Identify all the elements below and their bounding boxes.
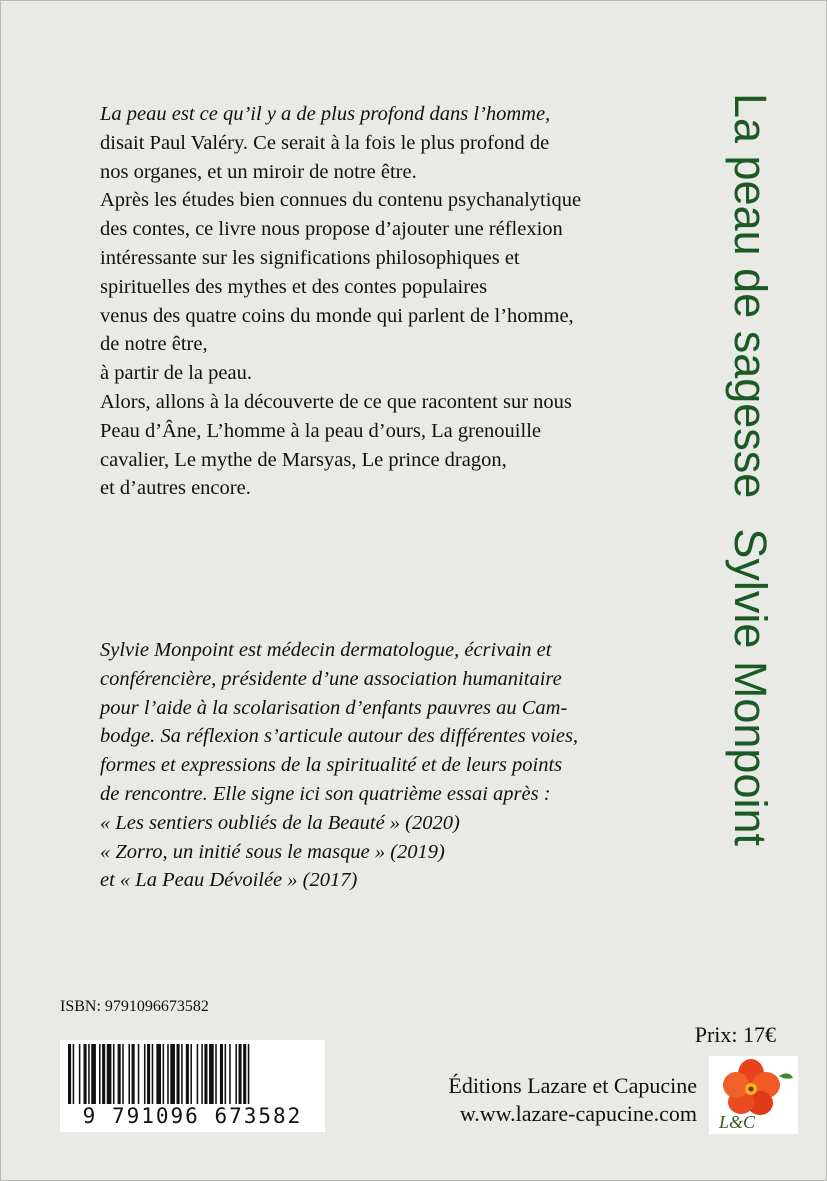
isbn-label: ISBN: 9791096673582: [60, 998, 209, 1015]
blurb-line: intéressante sur les significations philosophiques et: [100, 246, 520, 269]
bio-line: formes et expressions de la spiritualité et de leurs points: [100, 754, 563, 777]
blurb-line: Après les études bien connues du contenu psychanalytique: [100, 189, 582, 212]
blurb-line: de notre être,: [100, 333, 208, 356]
blurb-quote-line: La peau est ce qu’il y a de plus profond dans l’homme,: [100, 103, 551, 125]
logo-monogram: L&C: [719, 1112, 756, 1132]
price: Prix: 17€: [694, 1022, 776, 1047]
author-bio: [100, 636, 710, 895]
blurb-line: Alors, allons à la découverte de ce que racontent sur nous: [100, 390, 572, 413]
publisher-logo: [709, 1056, 798, 1134]
bio-line: Sylvie Monpoint est médecin dermatologue, écrivain et: [100, 639, 552, 661]
blurb-line: Peau d’Âne, L’homme à la peau d’ours, La grenouille: [100, 419, 541, 442]
barcode-digits: 9 791096 673582: [60, 1104, 325, 1128]
blurb-line: nos organes, et un miroir de notre être.: [100, 160, 417, 183]
bio-line: bodge. Sa réflexion s’articule autour des différentes voies,: [100, 725, 579, 748]
bio-line: conférencière, présidente d’une association humanitaire: [100, 667, 562, 690]
publisher-info: [448, 1072, 697, 1128]
blurb-line: des contes, ce livre nous propose d’ajouter une réflexion: [100, 218, 563, 241]
valery-quote: La peau est ce qu’il y a de plus profond dans l’homme: [100, 103, 546, 125]
blurb-line: spirituelles des mythes et des contes populaires: [100, 275, 488, 298]
bio-line: de rencontre. Elle signe ici son quatrième essai après :: [100, 782, 551, 805]
bio-line: pour l’aide à la scolarisation d’enfants pauvres au Cam-: [100, 696, 568, 719]
book-blurb: [100, 100, 710, 503]
blurb-line: cavalier, Le mythe de Marsyas, Le prince dragon,: [100, 448, 507, 471]
bio-line: et « La Peau Dévoilée » (2017): [100, 869, 358, 892]
spine-title: La peau de sagesse: [725, 93, 776, 499]
bio-line: « Zorro, un initié sous le masque » (2019): [100, 840, 445, 863]
publisher-name: Éditions Lazare et Capucine: [448, 1073, 697, 1098]
blurb-line: à partir de la peau.: [100, 362, 252, 385]
spine: [725, 93, 775, 983]
spine-author: Sylvie Monpoint: [725, 528, 776, 847]
blurb-line: venus des quatre coins du monde qui parlent de l’homme,: [100, 304, 574, 327]
nasturtium-flower-icon: [709, 1056, 798, 1134]
isbn-barcode: [60, 1040, 325, 1132]
blurb-line: et d’autres encore.: [100, 477, 251, 500]
bio-line: « Les sentiers oubliés de la Beauté » (2020): [100, 811, 460, 834]
blurb-line: disait Paul Valéry. Ce serait à la fois le plus profond de: [100, 131, 550, 154]
publisher-website: w.ww.lazare-capucine.com: [459, 1101, 697, 1126]
